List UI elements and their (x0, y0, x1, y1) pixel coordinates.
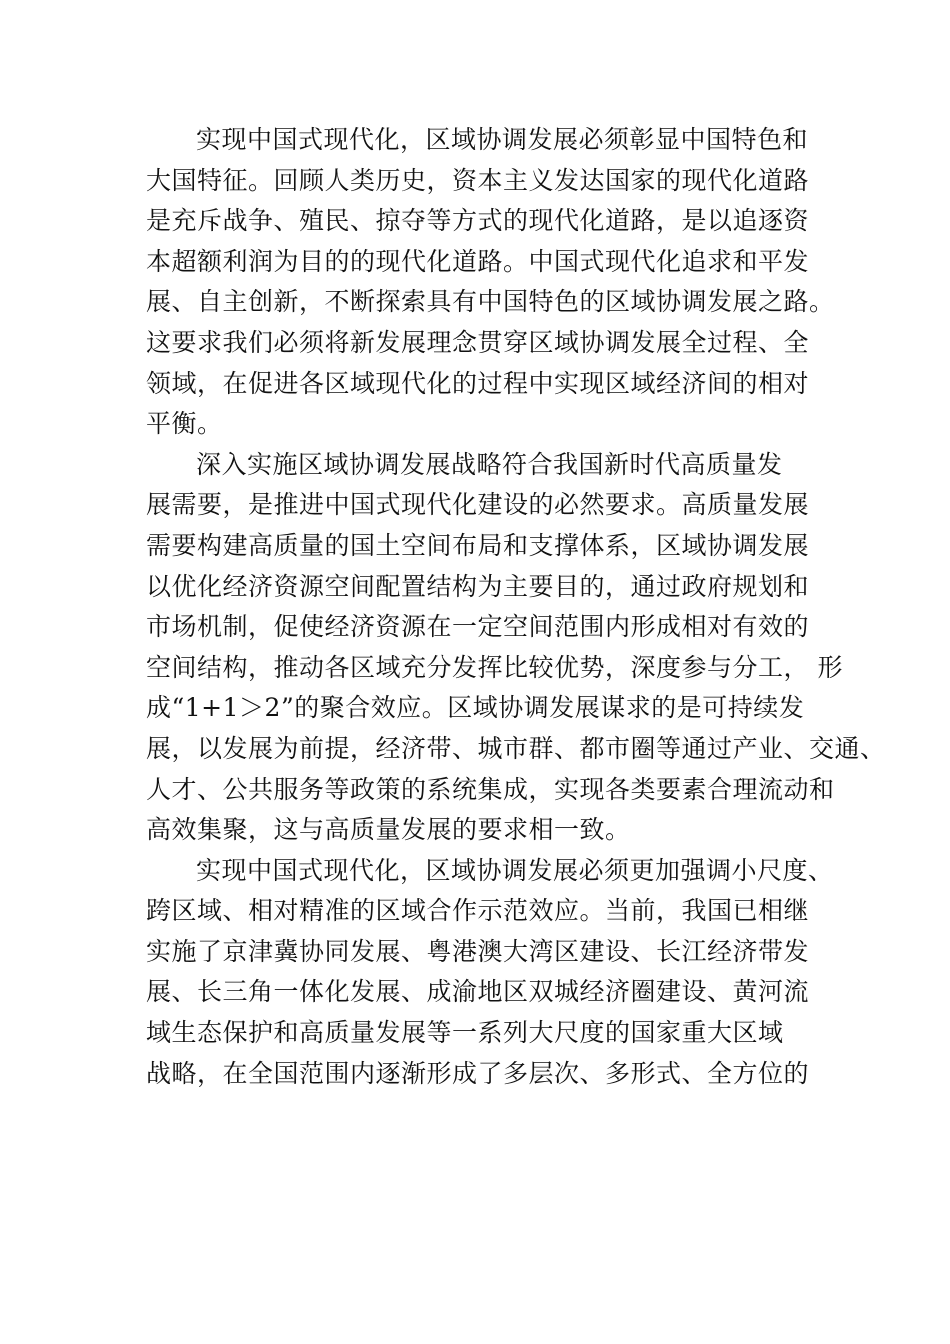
text-line: 实施了京津冀协同发展、粤港澳大湾区建设、长江经济带发 (146, 936, 810, 966)
text-line: 高效集聚，这与高质量发展的要求相一致。 (146, 815, 631, 845)
text-line: 展、自主创新，不断探索具有中国特色的区域协调发展之路。 (146, 287, 835, 317)
text-line: 领域，在促进各区域现代化的过程中实现区域经济间的相对 (146, 368, 810, 398)
text-line: 实现中国式现代化，区域协调发展必须更加强调小尺度、 (196, 855, 834, 885)
text-line: 成“1+1＞2”的聚合效应。区域协调发展谋求的是可持续发 (146, 693, 805, 723)
text-line: 空间结构，推动各区域充分发挥比较优势，深度参与分工， 形 (146, 652, 843, 682)
paragraph-2 (146, 445, 886, 851)
text-line: 跨区域、相对精准的区域合作示范效应。当前，我国已相继 (146, 896, 810, 926)
paragraph-1 (146, 120, 846, 445)
text-line: 需要构建高质量的国土空间布局和支撑体系，区域协调发展 (146, 530, 810, 560)
text-line: 实现中国式现代化，区域协调发展必须彰显中国特色和 (196, 125, 809, 154)
text-line: 以优化经济资源空间配置结构为主要目的，通过政府规划和 (146, 571, 810, 601)
text-line: 本超额利润为目的的现代化道路。中国式现代化追求和平发 (146, 246, 810, 276)
text-line: 是充斥战争、殖民、掠夺等方式的现代化道路，是以追逐资 (146, 206, 810, 236)
text-line: 市场机制，促使经济资源在一定空间范围内形成相对有效的 (146, 612, 810, 642)
text-line: 战略，在全国范围内逐渐形成了多层次、多形式、全方位的 (146, 1058, 810, 1088)
text-line: 深入实施区域协调发展战略符合我国新时代高质量发 (196, 449, 783, 479)
text-line: 人才、公共服务等政策的系统集成，实现各类要素合理流动和 (146, 774, 835, 804)
text-line: 展，以发展为前提，经济带、城市群、都市圈等通过产业、交通、 (146, 733, 886, 763)
text-line: 展、长三角一体化发展、成渝地区双城经济圈建设、黄河流 (146, 977, 810, 1007)
text-line: 平衡。 (146, 409, 223, 439)
paragraph-3 (146, 851, 846, 1095)
text-line: 展需要，是推进中国式现代化建设的必然要求。高质量发展 (146, 490, 810, 520)
text-line: 大国特征。回顾人类历史，资本主义发达国家的现代化道路 (146, 165, 810, 195)
text-line: 域生态保护和高质量发展等一系列大尺度的国家重大区域 (146, 1018, 784, 1048)
text-line: 这要求我们必须将新发展理念贯穿区域协调发展全过程、全 (146, 327, 810, 357)
document-body (146, 120, 886, 1094)
